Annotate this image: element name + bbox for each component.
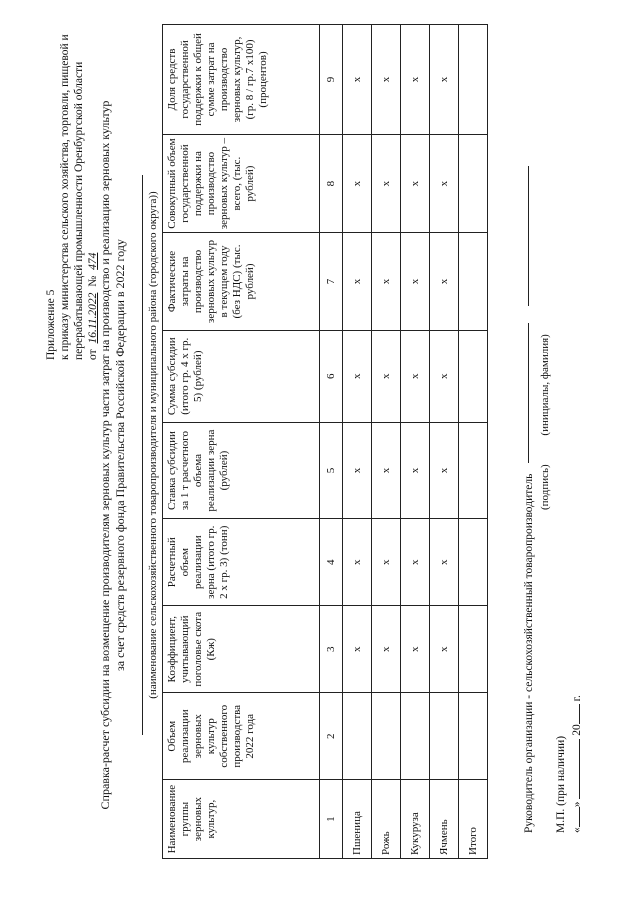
table-cell [401, 693, 430, 780]
column-number: 5 [320, 422, 343, 518]
column-number: 9 [320, 25, 343, 135]
quote-open: « [571, 827, 583, 833]
column-header: Ставка субсидии за 1 т расчетного объема реализации зерна (рублей) [163, 422, 320, 518]
table-row [372, 25, 401, 859]
fill-line [142, 175, 143, 735]
table-cell [430, 693, 459, 780]
column-header: Совокупный объем государственной поддержки на производство зерновых культур – всего, (тыс. рублей) [163, 134, 320, 232]
appendix-title: Приложение 5 [45, 289, 57, 360]
table-cell: х [401, 233, 430, 330]
column-header: Доля средств государственной поддержки к общей сумме затрат на производство зерновых культур, (гр. 8 / гр.7 х100) (процентов) [163, 25, 320, 135]
column-header: Объем реализации зерновых культур собственного производства 2022 года [163, 693, 320, 780]
seal-label: М.П. (при наличии) [555, 735, 567, 833]
appendix-line: к приказу министерства сельского хозяйства, торговли, пищевой и [59, 34, 71, 360]
table-cell: х [343, 330, 372, 422]
table-row-total [459, 25, 488, 859]
table-cell: х [401, 25, 430, 135]
table-cell: х [343, 25, 372, 135]
title-line: Справка-расчет субсидии на возмещение производителям зерновых культур части затрат на производство и реализацию зерновых культур [98, 100, 112, 810]
column-number-row [320, 25, 343, 859]
subsidy-table [162, 24, 488, 859]
table-cell: х [430, 330, 459, 422]
day-blank [569, 807, 580, 827]
table-cell: х [372, 330, 401, 422]
table-cell [459, 330, 488, 422]
order-number: 474 [87, 252, 99, 270]
signature-blank [527, 323, 529, 463]
table-cell: х [372, 233, 401, 330]
table-cell [343, 693, 372, 780]
table-cell: х [343, 233, 372, 330]
order-date-prefix: от [87, 349, 99, 360]
table-cell: х [372, 134, 401, 232]
table-cell [459, 422, 488, 518]
column-number: 6 [320, 330, 343, 422]
order-number-prefix: № [87, 275, 99, 287]
month-blank [569, 739, 580, 799]
table-cell: х [343, 422, 372, 518]
table-row [343, 25, 372, 859]
table-cell: х [343, 519, 372, 606]
column-header: Расчетный объем реализации зерна (итого гр. 2 х гр. 3) (тонн) [163, 519, 320, 606]
signature-line [522, 73, 536, 833]
column-number: 4 [320, 519, 343, 606]
signature-label: Руководитель организации - сельскохозяйственный товаропроизводитель [523, 473, 535, 833]
table-row [430, 25, 459, 859]
date-line [569, 695, 585, 833]
column-number: 7 [320, 233, 343, 330]
column-header: Коэффициент, учитывающий поголовье скота (Кж) [163, 606, 320, 693]
table-cell: х [372, 25, 401, 135]
table-cell: х [401, 134, 430, 232]
table-cell: х [372, 519, 401, 606]
total-label: Итого [459, 780, 488, 859]
table-cell [459, 134, 488, 232]
table-cell: х [372, 606, 401, 693]
table-cell: х [430, 233, 459, 330]
name-caption: (инициалы, фамилия) [539, 334, 551, 436]
column-header: Сумма субсидии (итого гр. 4 х гр. 5) (рублей) [163, 330, 320, 422]
table-cell [372, 693, 401, 780]
table-cell [459, 606, 488, 693]
signature-captions [539, 308, 551, 510]
table-cell [459, 233, 488, 330]
year-suffix: г. [571, 695, 583, 702]
table-cell: х [401, 422, 430, 518]
table-cell: х [430, 134, 459, 232]
crop-name: Рожь [372, 780, 401, 859]
column-number: 2 [320, 693, 343, 780]
column-number: 1 [320, 780, 343, 859]
table-cell: х [343, 606, 372, 693]
table-cell: х [343, 134, 372, 232]
year-prefix: 20 [571, 724, 583, 736]
header-row [163, 25, 320, 859]
document-title [98, 45, 143, 865]
table-row [401, 25, 430, 859]
table-cell: х [401, 606, 430, 693]
order-date: 16.11.2022 [87, 292, 99, 344]
appendix-block [44, 30, 100, 360]
column-header: Наименование группы зерновых культур, [163, 780, 320, 859]
appendix-line: перерабатывающей промышленности Оренбургской области [73, 61, 85, 360]
producer-name-caption: (наименование сельскохозяйственного товаропроизводителя и муниципального района (городского округа)) [147, 191, 159, 699]
seal-and-date [553, 695, 585, 833]
title-line: за счет средств резервного фонда Правительства Российской Федерации в 2022 году [113, 239, 127, 671]
table-cell [459, 693, 488, 780]
crop-name: Пшеница [343, 780, 372, 859]
column-number: 3 [320, 606, 343, 693]
table-cell: х [430, 606, 459, 693]
name-blank [527, 166, 529, 306]
table-cell: х [401, 519, 430, 606]
column-header: Фактические затраты на производство зерновых культур в текущем году (без НДС) (тыс. рублей) [163, 233, 320, 330]
signature-caption: (подпись) [539, 464, 551, 510]
quote-close: » [571, 801, 583, 808]
table-cell: х [430, 25, 459, 135]
crop-name: Кукуруза [401, 780, 430, 859]
table-cell: х [372, 422, 401, 518]
year-blank [569, 704, 580, 724]
column-number: 8 [320, 134, 343, 232]
table-cell [459, 519, 488, 606]
table-cell [459, 25, 488, 135]
table-cell: х [401, 330, 430, 422]
table-cell: х [430, 422, 459, 518]
table-cell: х [430, 519, 459, 606]
crop-name: Ячмень [430, 780, 459, 859]
